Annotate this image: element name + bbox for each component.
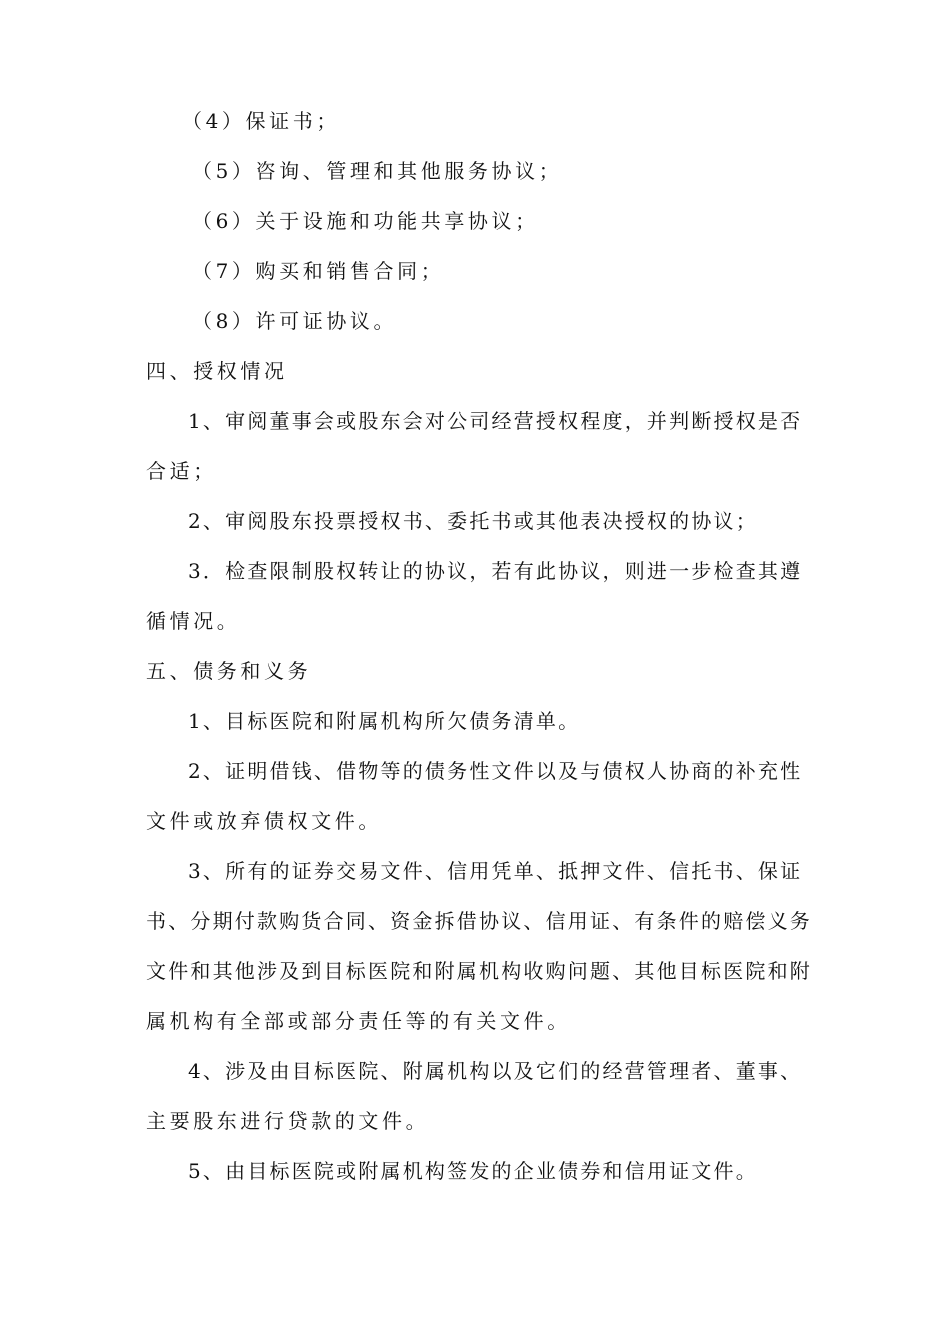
debt-item-3-line-1: 3、所有的证券交易文件、信用凭单、抵押文件、信托书、保证 (188, 859, 803, 883)
debt-item-5: 5、由目标医院或附属机构签发的企业债券和信用证文件。 (188, 1159, 758, 1183)
list-item-7: （7）购买和销售合同； (192, 259, 445, 283)
list-item-6: （6）关于设施和功能共享协议； (192, 209, 539, 233)
debt-item-4-line-1: 4、涉及由目标医院、附属机构以及它们的经营管理者、董事、 (188, 1059, 803, 1083)
section-heading-authorization: 四、授权情况 (146, 359, 288, 383)
list-item-5: （5）咨询、管理和其他服务协议； (192, 159, 563, 183)
section-heading-debts: 五、债务和义务 (146, 659, 312, 683)
debt-item-4-line-2: 主要股东进行贷款的文件。 (146, 1109, 430, 1133)
debt-item-2-line-1: 2、证明借钱、借物等的债务性文件以及与债权人协商的补充性 (188, 759, 803, 783)
authorization-item-2: 2、审阅股东投票授权书、委托书或其他表决授权的协议； (188, 509, 758, 533)
authorization-item-3-line-1: 3．检查限制股权转让的协议，若有此协议，则进一步检查其遵 (188, 559, 803, 583)
debt-item-1: 1、目标医院和附属机构所欠债务清单。 (188, 709, 581, 733)
debt-item-2-line-2: 文件或放弃债权文件。 (146, 809, 382, 833)
debt-item-3-line-3: 文件和其他涉及到目标医院和附属机构收购问题、其他目标医院和附 (146, 959, 812, 983)
debt-item-3-line-4: 属机构有全部或部分责任等的有关文件。 (146, 1009, 571, 1033)
list-item-8: （8）许可证协议。 (192, 309, 398, 333)
list-item-4: （4）保证书； (182, 109, 340, 133)
authorization-item-1-line-2: 合适； (146, 459, 217, 483)
authorization-item-1-line-1: 1、审阅董事会或股东会对公司经营授权程度，并判断授权是否 (188, 409, 803, 433)
authorization-item-3-line-2: 循情况。 (146, 609, 241, 633)
debt-item-3-line-2: 书、分期付款购货合同、资金拆借协议、信用证、有条件的赔偿义务 (146, 909, 812, 933)
